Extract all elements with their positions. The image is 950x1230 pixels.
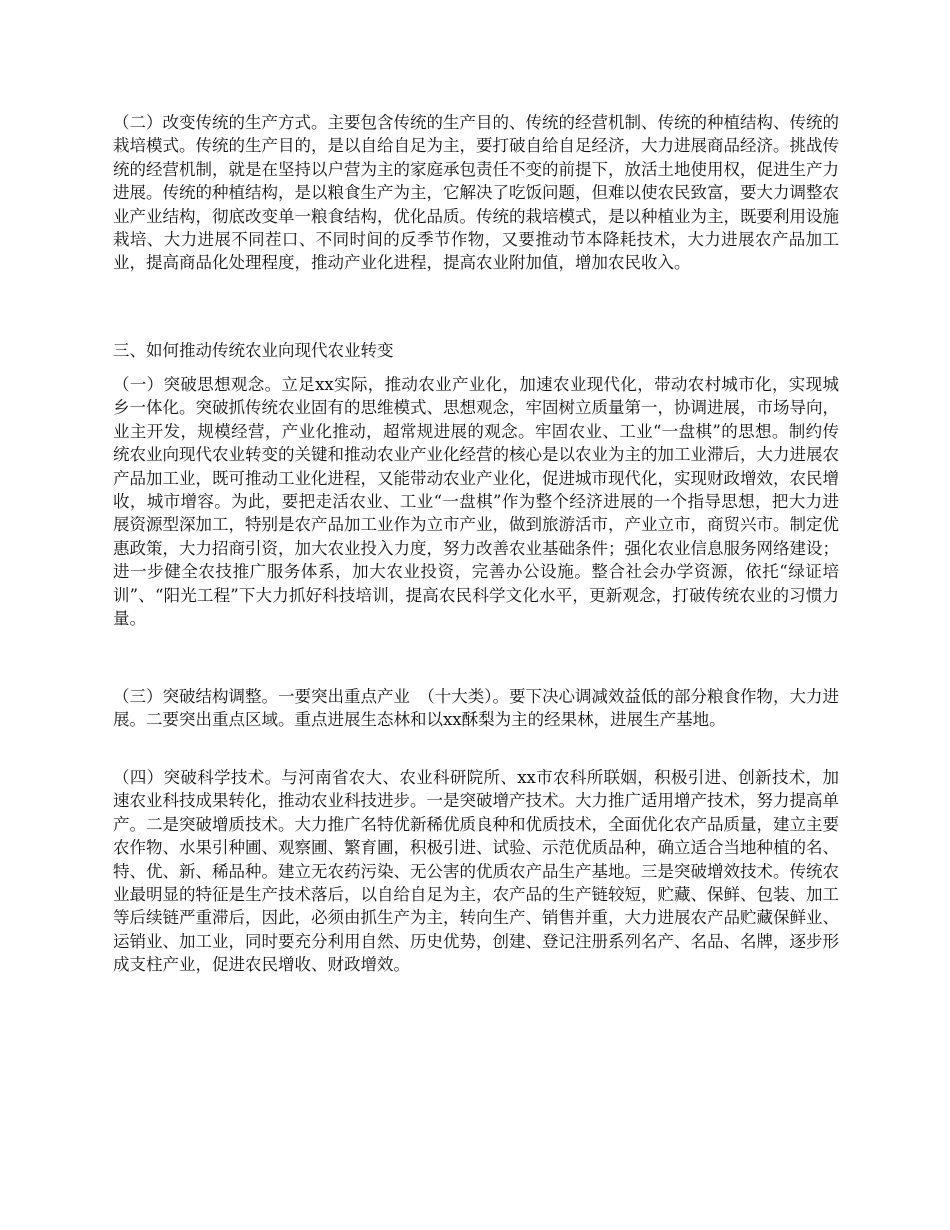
paragraph-change-production-mode: （二）改变传统的生产方式。主要包含传统的生产目的、传统的经营机制、传统的种植结构、传统的栽培模式。传统的生产目的，是以自给自足为主，要打破自给自足经济，大力进展商品经济。挑战传统的经营机制，就是在坚持以户营为主的家庭承包责任不变的前提下，放活土地使用权，促进生产力进展。传统的种植结构，是以粮食生产为主，它解决了吃饭问题，但难以使农民致富，要大力调整农业产业结构，彻底改变单一粮食结构，优化品质。传统的栽培模式，是以种植业为主，既要利用设施栽培、大力进展不同茬口、不同时间的反季节作物，又要推动节本降耗技术，大力进展农产品加工业，提高商品化处理程度，推动产业化进程，提高农业附加值，增加农民收入。 xyxy=(113,113,839,273)
paragraph-science-technology: （四）突破科学技术。与河南省农大、农业科研院所、xx市农科所联姻，积极引进、创新技术，加速农业科技成果转化，推动农业科技进步。一是突破增产技术。大力推广适用增产技术，努力提高单产。二是突破增质技术。大力推广名特优新稀优质良种和优质技术，全面优化农产品质量，建立主要农作物、水果引种圃、观察圃、繁育圃，积极引进、试验、示范优质品种，确立适合当地种植的名、特、优、新、稀品种。建立无农药污染、无公害的优质农产品生产基地。三是突破增效技术。传统农业最明显的特征是生产技术落后，以自给自足为主，农产品的生产链较短，贮藏、保鲜、包装、加工等后续链严重滞后，因此，必须由抓生产为主，转向生产、销售并重，大力进展农产品贮藏保鲜业、运销业、加工业，同时要充分利用自然、历史优势，创建、登记注册系列名产、名品、名牌，逐步形成支柱产业，促进农民增收、财政增效。 xyxy=(113,768,839,975)
paragraph-structure-adjustment: （三）突破结构调整。一要突出重点产业 （十大类）。要下决心调减效益低的部分粮食作物，大力进展。二要突出重点区域。重点进展生态林和以xx酥梨为主的经果林，进展生产基地。 xyxy=(113,687,839,730)
section-heading-three: 三、如何推动传统农业向现代农业转变 xyxy=(113,341,394,360)
paragraph-break-thinking: （一）突破思想观念。立足xx实际，推动农业产业化，加速农业现代化，带动农村城市化，实现城乡一体化。突破抓传统农业固有的思维模式、思想观念，牢固树立质量第一，协调进展，市场导向，业主开发，规模经营，产业化推动，超常规进展的观念。牢固农业、工业“一盘棋”的思想。制约传统农业向现代农业转变的关键和推动农业产业化经营的核心是以农业为主的加工业滞后，大力进展农产品加工业，既可推动工业化进程，又能带动农业产业化，促进城市现代化，实现财政增效，农民增收，城市增容。为此，要把走活农业、工业“一盘棋”作为整个经济进展的一个指导思想，把大力进展资源型深加工，特别是农产品加工业作为立市产业，做到旅游活市，产业立市，商贸兴市。制定优惠政策，大力招商引资，加大农业投入力度，努力改善农业基础条件；强化农业信息服务网络建设；进一步健全农技推广服务体系，加大农业投资，完善办公设施。整合社会办学资源，依托“绿证培训”、“阳光工程”下大力抓好科技培训，提高农民科学文化水平，更新观念，打破传统农业的习惯力量。 xyxy=(113,375,839,629)
